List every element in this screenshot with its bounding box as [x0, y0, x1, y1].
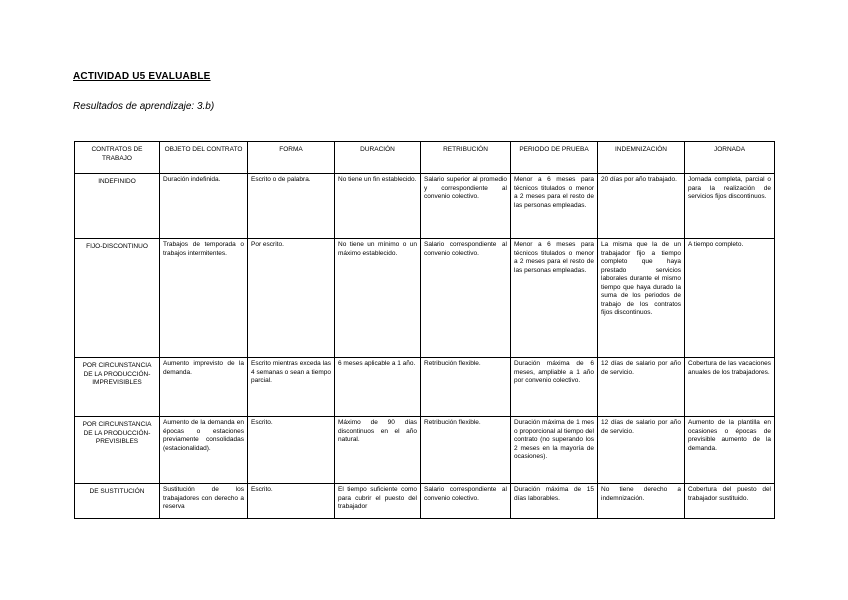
column-header-jornada: JORNADA: [685, 142, 775, 174]
cell-periodo: Menor a 6 meses para técnicos titulados o menor a 2 meses para el resto de las personas empleadas.: [511, 174, 598, 239]
column-header-retribucion: RETRIBUCIÓN: [421, 142, 511, 174]
cell-periodo: Duración máxima de 15 días laborables.: [511, 484, 598, 519]
column-header-contratos: CONTRATOS DE TRABAJO: [75, 142, 160, 174]
cell-objeto: Sustitución de los trabajadores con derecho a reserva: [160, 484, 248, 519]
cell-retribucion: Salario correspondiente al convenio colectivo.: [421, 239, 511, 358]
cell-forma: Escrito o de palabra.: [248, 174, 335, 239]
table-row: [75, 174, 775, 239]
cell-duracion: Máximo de 90 días discontinuos en el año natural.: [335, 417, 421, 484]
cell-jornada: Cobertura del puesto del trabajador sustituido.: [685, 484, 775, 519]
cell-periodo: Duración máxima de 1 mes o proporcional al tiempo del contrato (no superando los 2 meses en la mayoría de ocasiones).: [511, 417, 598, 484]
cell-indemnizacion: 20 días por año trabajado.: [598, 174, 685, 239]
cell-duracion: No tiene un mínimo o un máximo establecido.: [335, 239, 421, 358]
cell-forma: Escrito mientras exceda las 4 semanas o sean a tiempo parcial.: [248, 358, 335, 417]
table-row: [75, 484, 775, 519]
row-label: FIJO-DISCONTINUO: [75, 239, 160, 358]
cell-periodo: Duración máxima de 6 meses, ampliable a 1 año por convenio colectivo.: [511, 358, 598, 417]
table-row: [75, 358, 775, 417]
table-header-row: [75, 142, 775, 174]
cell-duracion: El tiempo suficiente como para cubrir el puesto del trabajador: [335, 484, 421, 519]
column-header-forma: FORMA: [248, 142, 335, 174]
cell-objeto: Trabajos de temporada o trabajos intermitentes.: [160, 239, 248, 358]
cell-forma: Escrito.: [248, 417, 335, 484]
cell-objeto: Aumento imprevisto de la demanda.: [160, 358, 248, 417]
cell-indemnizacion: La misma que la de un trabajador fijo a tiempo completo que haya prestado servicios laborales durante el mismo tiempo que haya durado la suma de los periodos de trabajo de los contratos fijos discontinuos.: [598, 239, 685, 358]
row-label: INDEFINIDO: [75, 174, 160, 239]
page-subtitle: Resultados de aprendizaje: 3.b): [73, 101, 215, 112]
cell-jornada: A tiempo completo.: [685, 239, 775, 358]
cell-retribucion: Salario correspondiente al convenio colectivo.: [421, 484, 511, 519]
row-label: POR CIRCUNSTANCIA DE LA PRODUCCIÓN-IMPREVISIBLES: [75, 358, 160, 417]
row-label: POR CIRCUNSTANCIA DE LA PRODUCCIÓN-PREVISIBLES: [75, 417, 160, 484]
cell-jornada: Jornada completa, parcial o para la realización de servicios fijos discontinuos.: [685, 174, 775, 239]
row-label: DE SUSTITUCIÓN: [75, 484, 160, 519]
cell-objeto: Aumento de la demanda en épocas o estaciones previamente consolidadas (estacionalidad).: [160, 417, 248, 484]
cell-forma: Por escrito.: [248, 239, 335, 358]
column-header-indemnizacion: INDEMNIZACIÓN: [598, 142, 685, 174]
cell-duracion: No tiene un fin establecido.: [335, 174, 421, 239]
cell-indemnizacion: 12 días de salario por año de servicio.: [598, 417, 685, 484]
page-title: ACTIVIDAD U5 EVALUABLE: [73, 71, 211, 82]
table-row: [75, 239, 775, 358]
table-row: [75, 417, 775, 484]
cell-retribucion: Salario superior al promedio y correspondiente al convenio colectivo.: [421, 174, 511, 239]
cell-duracion: 6 meses aplicable a 1 año.: [335, 358, 421, 417]
cell-retribucion: Retribución flexible.: [421, 417, 511, 484]
cell-jornada: Aumento de la plantilla en ocasiones o épocas de previsible aumento de la demanda.: [685, 417, 775, 484]
cell-indemnizacion: 12 días de salario por año de servicio.: [598, 358, 685, 417]
cell-retribucion: Retribución flexible.: [421, 358, 511, 417]
column-header-objeto: OBJETO DEL CONTRATO: [160, 142, 248, 174]
contracts-table: [74, 141, 775, 519]
cell-indemnizacion: No tiene derecho a indemnización.: [598, 484, 685, 519]
cell-periodo: Menor a 6 meses para técnicos titulados o menor a 2 meses para el resto de las personas empleadas.: [511, 239, 598, 358]
column-header-duracion: DURACIÓN: [335, 142, 421, 174]
cell-objeto: Duración indefinida.: [160, 174, 248, 239]
cell-jornada: Cobertura de las vacaciones anuales de los trabajadores.: [685, 358, 775, 417]
column-header-periodo: PERIODO DE PRUEBA: [511, 142, 598, 174]
cell-forma: Escrito.: [248, 484, 335, 519]
